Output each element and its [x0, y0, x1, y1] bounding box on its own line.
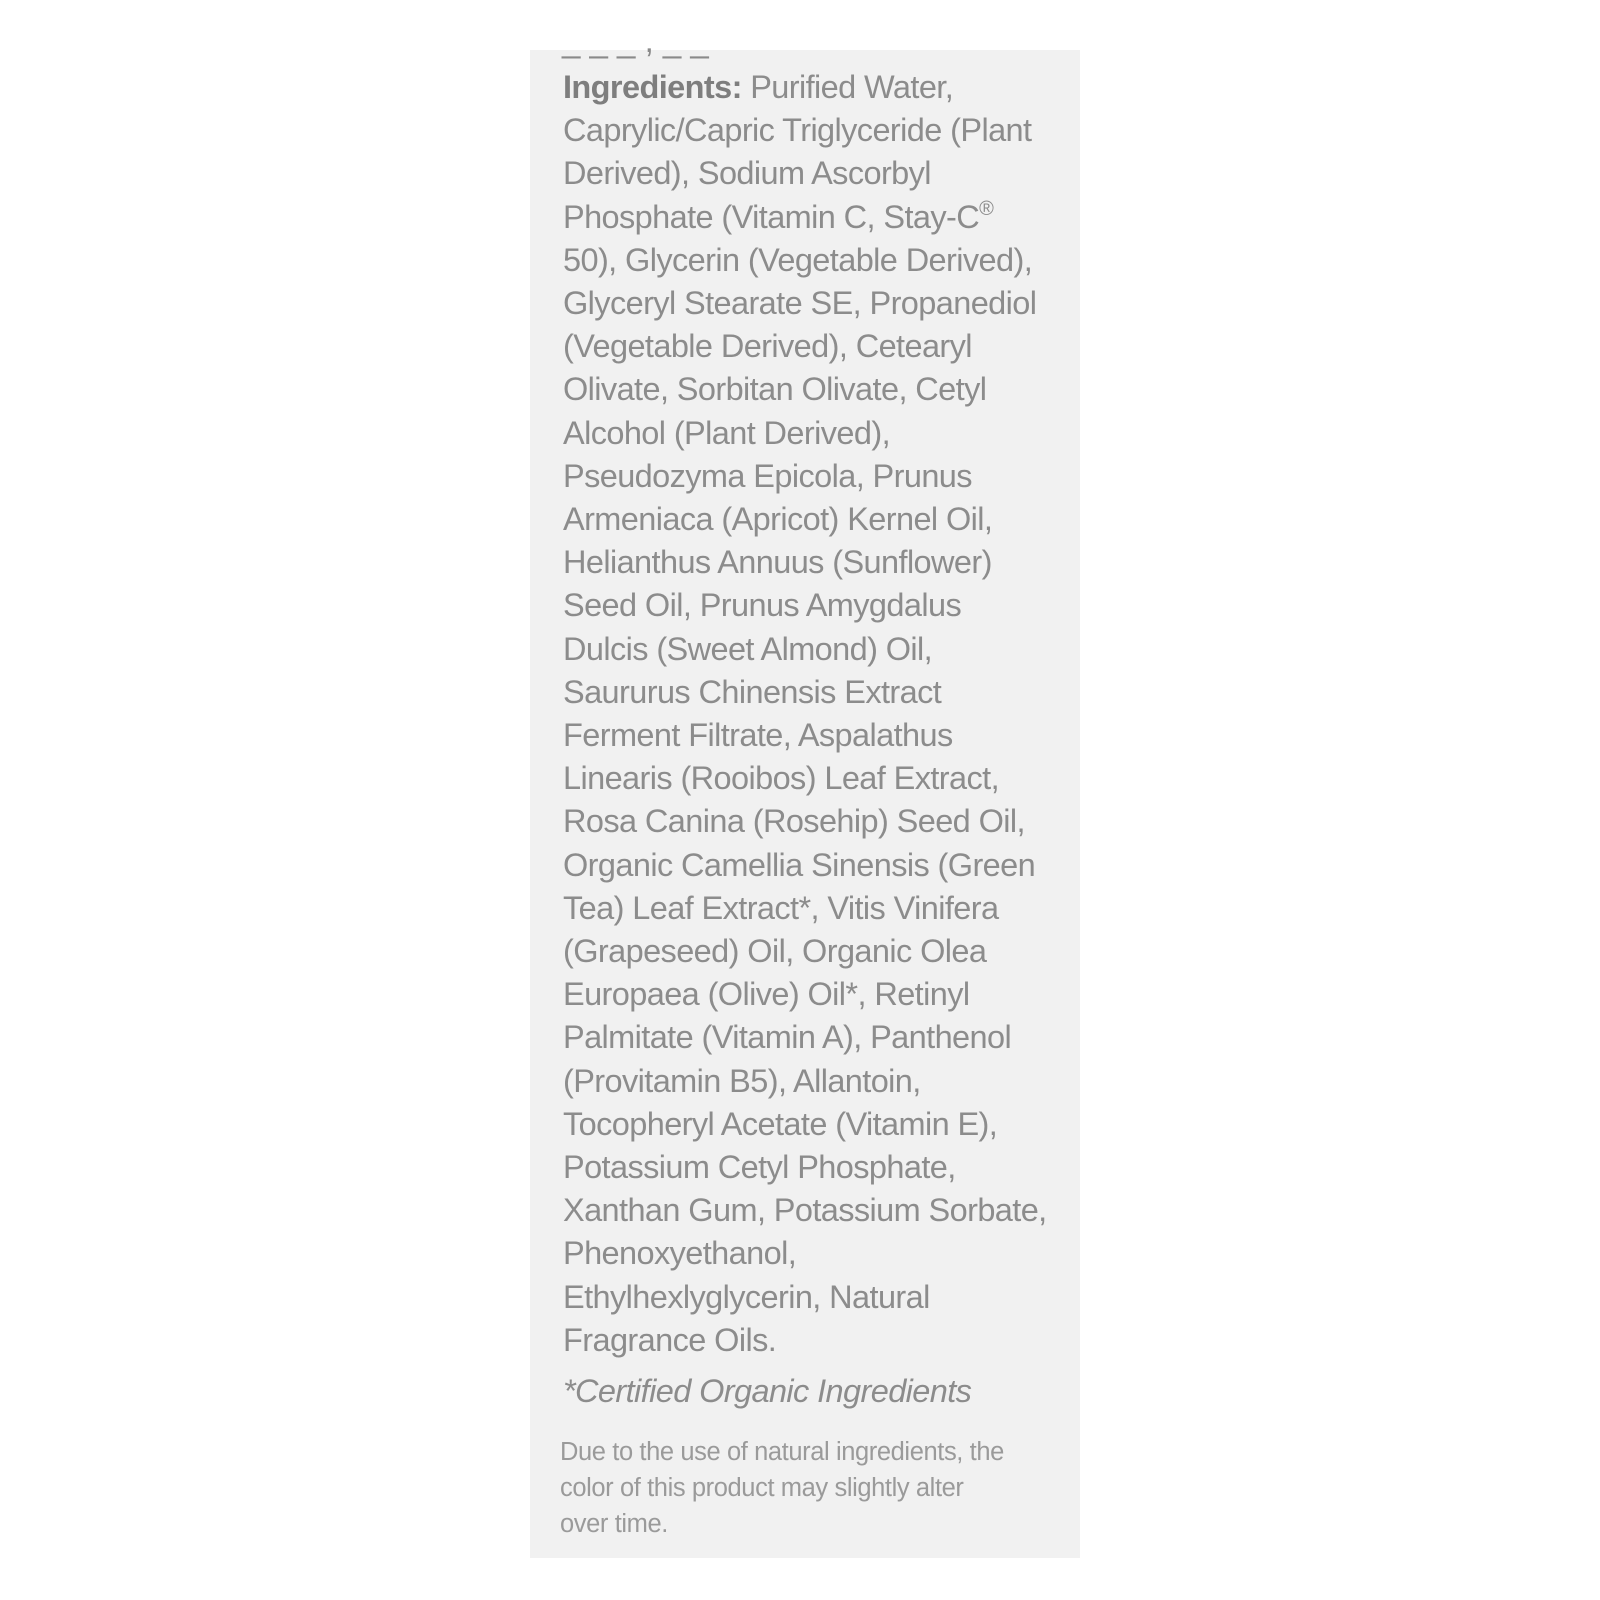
- ingredients-line: Helianthus Annuus (Sunflower): [563, 544, 992, 581]
- disclaimer-line: over time.: [560, 1510, 668, 1538]
- ingredients-line-text: Purified Water,: [741, 69, 954, 105]
- ingredients-line: Tocopheryl Acetate (Vitamin E),: [563, 1105, 998, 1142]
- clipped-top-text: _ _ _ , _ _: [562, 22, 709, 59]
- ingredients-line: Seed Oil, Prunus Amygdalus: [563, 587, 962, 624]
- disclaimer-line: Due to the use of natural ingredients, the: [560, 1438, 1004, 1466]
- ingredients-line: Phenoxyethanol,: [563, 1235, 797, 1272]
- registered-mark: ®: [979, 197, 994, 220]
- ingredients-line: Pseudozyma Epicola, Prunus: [563, 457, 972, 494]
- ingredients-line: (Provitamin B5), Allantoin,: [563, 1062, 921, 1099]
- ingredients-line: Europaea (Olive) Oil*, Retinyl: [563, 976, 970, 1013]
- ingredients-line: Tea) Leaf Extract*, Vitis Vinifera: [563, 889, 999, 926]
- ingredients-line: Saururus Chinensis Extract: [563, 673, 942, 710]
- ingredients-line: Xanthan Gum, Potassium Sorbate,: [563, 1192, 1047, 1229]
- ingredients-line: [563, 196, 1073, 239]
- ingredients-line: Rosa Canina (Rosehip) Seed Oil,: [563, 803, 1025, 840]
- ingredients-line: [563, 66, 1073, 109]
- certified-organic-note: *Certified Organic Ingredients: [563, 1373, 972, 1409]
- color-disclaimer: [560, 1434, 1070, 1542]
- ingredients-line: Olivate, Sorbitan Olivate, Cetyl: [563, 371, 987, 408]
- ingredients-line: Fragrance Oils.: [563, 1321, 777, 1358]
- ingredients-line: 50), Glycerin (Vegetable Derived),: [563, 241, 1033, 278]
- ingredients-line: Ethylhexlyglycerin, Natural: [563, 1278, 930, 1315]
- ingredients-line: (Vegetable Derived), Cetearyl: [563, 328, 972, 365]
- ingredients-line: Dulcis (Sweet Almond) Oil,: [563, 630, 933, 667]
- ingredients-line: Derived), Sodium Ascorbyl: [563, 155, 931, 192]
- ingredients-label: Ingredients:: [563, 69, 742, 105]
- ingredients-line: Alcohol (Plant Derived),: [563, 414, 890, 451]
- ingredients-line: Potassium Cetyl Phosphate,: [563, 1149, 956, 1186]
- ingredients-line: Caprylic/Capric Triglyceride (Plant: [563, 112, 1032, 149]
- ingredients-line: Organic Camellia Sinensis (Green: [563, 846, 1036, 883]
- ingredients-line-text: Phosphate (Vitamin C, Stay-C: [563, 198, 980, 235]
- ingredients-line: (Grapeseed) Oil, Organic Olea: [563, 933, 987, 970]
- ingredients-line: Armeniaca (Apricot) Kernel Oil,: [563, 501, 993, 538]
- disclaimer-line: color of this product may slightly alter: [560, 1474, 964, 1502]
- ingredients-line: Linearis (Rooibos) Leaf Extract,: [563, 760, 1000, 797]
- ingredients-list: [563, 66, 1073, 1362]
- ingredients-line: Palmitate (Vitamin A), Panthenol: [563, 1019, 1012, 1056]
- ingredients-panel: [530, 22, 1080, 1558]
- ingredients-line: Glyceryl Stearate SE, Propanediol: [563, 285, 1037, 322]
- ingredients-line: Ferment Filtrate, Aspalathus: [563, 717, 953, 754]
